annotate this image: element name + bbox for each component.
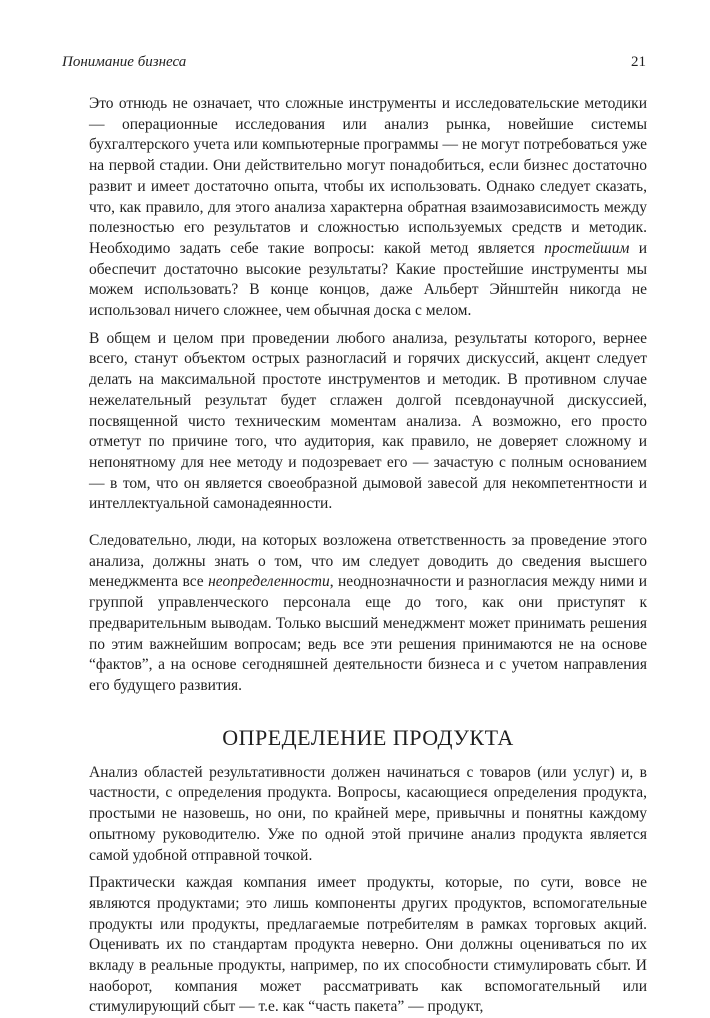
paragraph-1-part2: и обеспечит достаточно высокие результаты? Какие простейшие инструменты мы можем использовать? В конце концов, даже Альберт Эйнштейн никогда не использовал ничего сложнее, чем обычная доска с мелом.: [89, 239, 647, 320]
section-heading: ОПРЕДЕЛЕНИЕ ПРОДУКТА: [222, 724, 514, 750]
paragraph-3-emphasis: неопределенности: [208, 573, 330, 591]
paragraph-3-part1: Следовательно, люди, на которых возложена ответственность за проведение этого анализа, должны знать о том, что им следует доводить до сведения высшего менеджмента все: [89, 532, 647, 591]
paragraph-4: Анализ областей результативности должен начинаться с товаров (или услуг) и, в частности, с определения продукта. Вопросы, касающиеся определения продукта, простыми не назовешь, но они, по крайней мере, привычны и понятны каждому опытному руководителю. Уже по одной этой причине анализ продукта является самой удобной отправной точкой.: [89, 763, 647, 864]
running-title: Понимание бизнеса: [62, 54, 187, 70]
running-header: [62, 54, 646, 74]
paragraph-3: [89, 531, 647, 697]
page-number: 21: [631, 54, 646, 70]
paragraph-1-emphasis: простейшим: [544, 239, 630, 257]
paragraph-1: [89, 94, 647, 322]
paragraph-5: Практически каждая компания имеет продукты, которые, по сути, вовсе не являются продуктами; это лишь компоненты других продуктов, вспомогательные продукты или продукты, предлагаемые потребителям в рамках торговых акций. Оценивать их по стандартам продукта неверно. Они должны оцениваться по их вкладу в реальные продукты, например, по их способности стимулировать сбыт. И наоборот, компания может рассматривать как вспомогательный или стимулирующий сбыт — т.е. как “часть пакета” — продукт,: [89, 874, 647, 1016]
paragraph-2: В общем и целом при проведении любого анализа, результаты которого, вернее всего, станут объектом острых разногласий и горячих дискуссий, акцент следует делать на максимальной простоте инструментов и методик. В противном случае нежелательный результат будет сглажен долгой псевдонаучной дискуссией, посвященной чисто техническим моментам анализа. А возможно, его просто отметут по причине того, что аудитория, как правило, не доверяет сложному и непонятному для нее методу и подозревает его — зачастую с полным основанием — в том, что он является своеобразной дымовой завесой для некомпетентности и интеллектуальной самонадеянности.: [89, 329, 647, 513]
paragraph-3-part2: , неоднозначности и разногласия между ними и группой управленческого персонала еще до того, как они приступят к предварительным выводам. Только высший менеджмент может принимать решения по этим важнейшим вопросам; ведь все эти решения принимаются не на основе “фактов”, а на основе сегодняшней деятельности бизнеса и с учетом направления его будущего развития.: [89, 573, 647, 694]
body-text: [89, 94, 647, 1018]
paragraph-1-part1: Это отнюдь не означает, что сложные инструменты и исследовательские методики — операционные исследования или анализ рынка, новейшие системы бухгалтерского учета или компьютерные программы — не могут потребоваться уже на первой стадии. Они действительно могут понадобиться, если бизнес достаточно развит и имеет достаточно опыта, чтобы их использовать. Однако следует сказать, что, как правило, для этого анализа характерна обратная взаимозависимость между полезностью его результатов и сложностью используемых средств и методик. Необходимо задать себе такие вопросы: какой метод является: [89, 95, 647, 257]
